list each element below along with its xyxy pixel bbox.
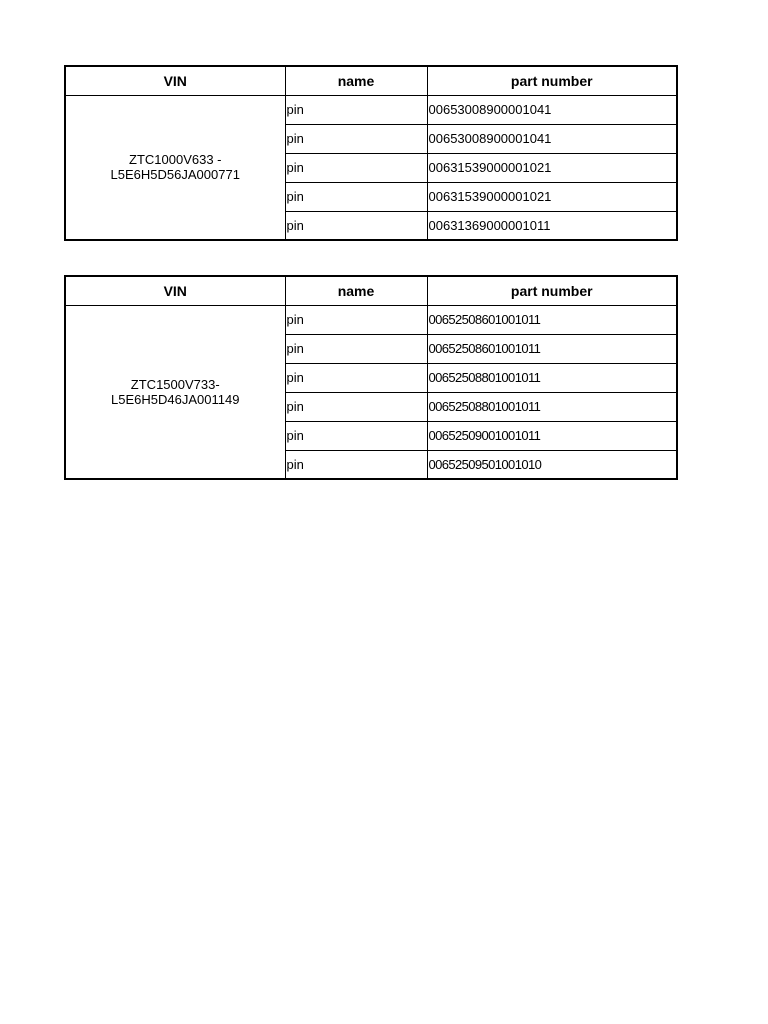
name-cell: pin — [285, 363, 427, 392]
name-cell: pin — [285, 392, 427, 421]
header-vin: VIN — [65, 66, 285, 95]
header-row — [65, 66, 677, 95]
header-part-number: part number — [427, 66, 677, 95]
name-cell: pin — [285, 182, 427, 211]
part-number-cell: 00652508801001011 — [427, 363, 677, 392]
vin-line: ZTC1000V633 - — [129, 152, 222, 168]
part-number-cell: 00652508601001011 — [427, 334, 677, 363]
part-number-cell: 00652509001001011 — [427, 421, 677, 450]
part-number-cell: 00631539000001021 — [427, 182, 677, 211]
vin-line: ZTC1500V733- — [130, 376, 220, 392]
parts-table-1 — [64, 65, 678, 241]
part-number-cell: 00653008900001041 — [427, 124, 677, 153]
part-number-cell: 00652508801001011 — [427, 392, 677, 421]
header-part-number: part number — [427, 276, 677, 305]
name-cell: pin — [285, 334, 427, 363]
name-cell: pin — [285, 211, 427, 240]
name-cell: pin — [285, 421, 427, 450]
parts-table-2 — [64, 275, 678, 480]
header-vin: VIN — [65, 276, 285, 305]
table-row — [65, 95, 677, 124]
part-number-cell: 00652508601001011 — [427, 305, 677, 334]
part-number-cell: 00631539000001021 — [427, 153, 677, 182]
name-cell: pin — [285, 305, 427, 334]
part-number-cell: 00631369000001011 — [427, 211, 677, 240]
name-cell: pin — [285, 124, 427, 153]
table-row — [65, 305, 677, 334]
vin-cell — [65, 305, 285, 479]
header-row — [65, 276, 677, 305]
vin-line: L5E6H5D56JA000771 — [110, 167, 240, 183]
header-name: name — [285, 66, 427, 95]
vin-line: L5E6H5D46JA001149 — [111, 391, 240, 407]
part-number-cell: 00652509501001010 — [427, 450, 677, 479]
name-cell: pin — [285, 153, 427, 182]
name-cell: pin — [285, 450, 427, 479]
vin-cell — [65, 95, 285, 240]
name-cell: pin — [285, 95, 427, 124]
part-number-cell: 00653008900001041 — [427, 95, 677, 124]
header-name: name — [285, 276, 427, 305]
